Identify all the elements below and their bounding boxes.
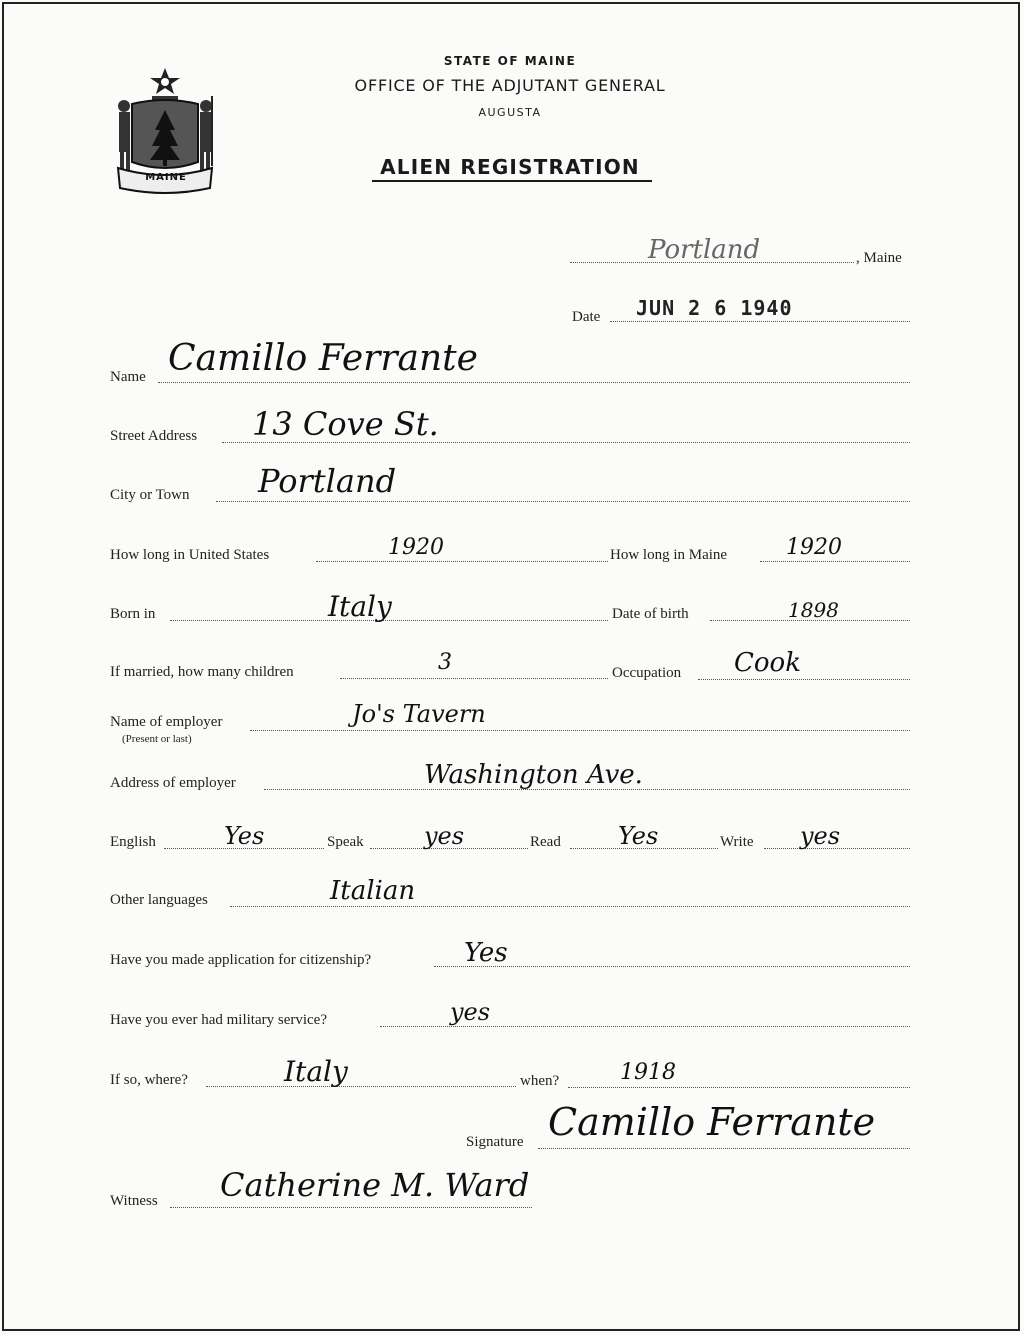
signature-value: Camillo Ferrante: [548, 1100, 876, 1144]
name-line: [158, 382, 910, 383]
children-label: If married, how many children: [110, 664, 294, 680]
header-office: OFFICE OF THE ADJUTANT GENERAL: [354, 76, 666, 95]
date-stamp: JUN 2 6 1940: [636, 296, 793, 320]
children-line: [340, 678, 608, 679]
street-value: 13 Cove St.: [252, 405, 439, 443]
born-value: Italy: [328, 590, 392, 623]
maine-years-label: How long in Maine: [610, 547, 728, 563]
write-label: Write: [720, 834, 754, 850]
street-label: Street Address: [110, 428, 198, 444]
city-label: City or Town: [110, 487, 190, 503]
children-value: 3: [438, 650, 452, 675]
employer-line: [250, 730, 910, 731]
dob-label: Date of birth: [612, 606, 689, 622]
occupation-label: Occupation: [612, 665, 682, 681]
military-when-label: when?: [520, 1073, 560, 1089]
us-years-line: [316, 561, 608, 562]
other-languages-label: Other languages: [110, 892, 208, 908]
date-label: Date: [572, 309, 601, 325]
english-label: English: [110, 834, 156, 850]
signature-label: Signature: [466, 1134, 524, 1150]
read-label: Read: [530, 834, 561, 850]
employer-sublabel: (Present or last): [122, 733, 192, 745]
signature-line: [538, 1148, 910, 1149]
citizenship-label: Have you made application for citizenship?: [110, 952, 372, 968]
speak-value: yes: [424, 822, 465, 850]
military-label: Have you ever had military service?: [110, 1012, 327, 1028]
dob-value: 1898: [788, 598, 839, 622]
location-value: Portland: [648, 235, 761, 265]
born-label: Born in: [110, 606, 156, 622]
employer-address-label: Address of employer: [110, 775, 236, 791]
header-state: STATE OF MAINE: [443, 54, 577, 68]
city-line: [216, 501, 910, 502]
us-years-value: 1920: [388, 535, 444, 560]
maine-years-line: [760, 561, 910, 562]
military-value: yes: [450, 998, 491, 1026]
form-title: ALIEN REGISTRATION: [380, 155, 640, 179]
employer-label: Name of employer: [110, 714, 223, 730]
name-value: Camillo Ferrante: [168, 338, 478, 379]
header-city: AUGUSTA: [478, 106, 542, 119]
military-where-label: If so, where?: [110, 1072, 188, 1088]
military-line: [380, 1026, 910, 1027]
maine-years-value: 1920: [786, 535, 842, 560]
other-languages-value: Italian: [330, 876, 416, 906]
city-value: Portland: [258, 462, 397, 500]
military-where-line: [206, 1086, 516, 1087]
military-where-value: Italy: [284, 1055, 348, 1088]
title-underline: [372, 180, 652, 182]
military-when-line: [568, 1087, 910, 1088]
military-when-value: 1918: [620, 1060, 676, 1085]
date-line: [610, 321, 910, 322]
employer-address-value: Washington Ave.: [424, 760, 643, 790]
citizenship-value: Yes: [464, 938, 508, 968]
occupation-value: Cook: [734, 648, 801, 678]
witness-value: Catherine M. Ward: [220, 1166, 530, 1204]
occupation-line: [698, 679, 910, 680]
name-label: Name: [110, 369, 146, 385]
read-value: Yes: [618, 822, 659, 850]
seal-banner-text: MAINE: [145, 172, 187, 183]
location-suffix: , Maine: [856, 250, 902, 266]
us-years-label: How long in United States: [110, 547, 270, 563]
speak-label: Speak: [327, 834, 364, 850]
witness-line: [170, 1207, 532, 1208]
employer-value: Jo's Tavern: [352, 700, 486, 728]
english-value: Yes: [224, 822, 265, 850]
other-languages-line: [230, 906, 910, 907]
witness-label: Witness: [110, 1193, 158, 1209]
write-value: yes: [800, 822, 841, 850]
